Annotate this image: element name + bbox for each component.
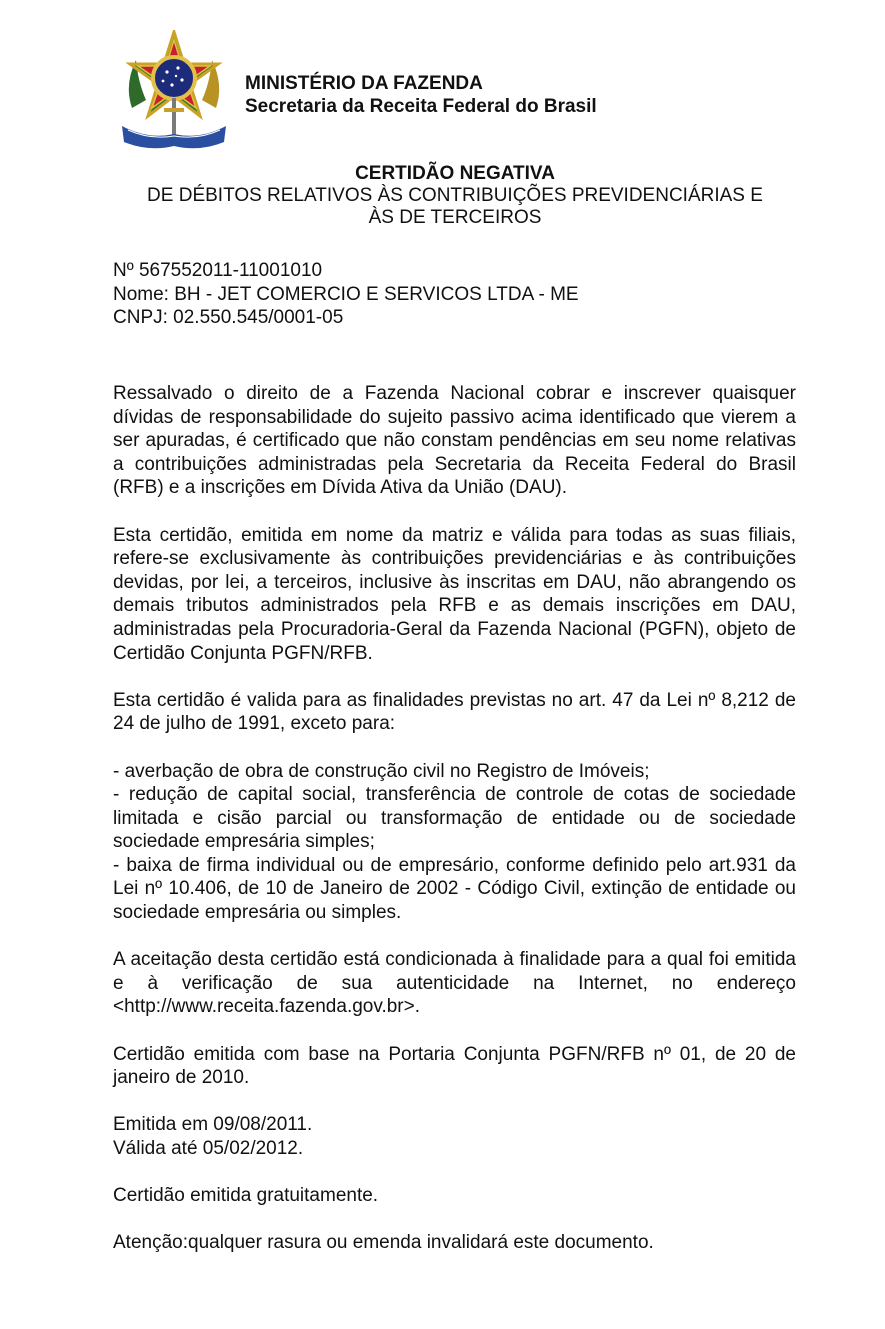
dates-block <box>113 1113 796 1160</box>
secretariat-name: Secretaria da Receita Federal do Brasil <box>245 96 597 117</box>
exception-item: - redução de capital social, transferência de controle de cotas de sociedade limitada e cisão parcial ou transformação de entidade ou de sociedade sociedade empresária simples; <box>113 784 796 853</box>
ministry-name: MINISTÉRIO DA FAZENDA <box>245 73 483 94</box>
certificate-number: Nº 567552011-11001010 <box>113 260 323 281</box>
valid-until-date: Válida até 05/02/2012. <box>113 1138 304 1159</box>
identification-block <box>113 259 579 330</box>
paragraph-1: Ressalvado o direito de a Fazenda Nacional cobrar e inscrever quaisquer dívidas de responsabilidade do sujeito passivo acima identificado que vierem a ser apuradas, é certificado que não constam pendências em seu nome relativas a contribuições administradas pela Secretaria da Receita Federal do Brasil (RFB) e a inscrições em Dívida Ativa da União (DAU). <box>113 383 796 499</box>
warning-note: Atenção:qualquer rasura ou emenda invalidará este documento. <box>113 1232 654 1254</box>
paragraph-5: Certidão emitida com base na Portaria Conjunta PGFN/RFB nº 01, de 20 de janeiro de 2010. <box>113 1043 796 1089</box>
exception-item: - baixa de firma individual ou de empresário, conforme definido pelo art.931 da Lei nº 10.406, de 10 de Janeiro de 2002 - Código Civil, extinção de entidade ou sociedade empresária ou simples. <box>113 854 796 924</box>
brazil-coat-of-arms-icon <box>118 30 230 154</box>
certificate-body <box>113 382 796 1279</box>
paragraph-2: Esta certidão, emitida em nome da matriz e válida para todas as suas filiais, refere-se exclusivamente às contribuições previdenciárias e às contribuições devidas, por lei, a terceiros, inclusive às inscritas em DAU, não abrangendo os demais tributos administrados pela RFB e as demais inscrições em DAU, administradas pela Procuradoria-Geral da Fazenda Nacional (PGFN), objeto de Certidão Conjunta PGFN/RFB. <box>113 524 796 664</box>
document-title <box>100 163 810 229</box>
exceptions-list <box>113 760 796 925</box>
issue-date: Emitida em 09/08/2011. <box>113 1114 313 1136</box>
company-name: Nome: BH - JET COMERCIO E SERVICOS LTDA - ME <box>113 283 579 305</box>
title-subtitle-line1: DE DÉBITOS RELATIVOS ÀS CONTRIBUIÇÕES PREVIDENCIÁRIAS E <box>147 185 763 206</box>
paragraph-4: A aceitação desta certidão está condicionada à finalidade para a qual foi emitida e à verificação de sua autenticidade na Internet, no endereço <http://www.receita.fazenda.gov.br>. <box>113 949 796 1018</box>
paragraph-3: Esta certidão é valida para as finalidades previstas no art. 47 da Lei nº 8,212 de 24 de julho de 1991, exceto para: <box>113 689 796 735</box>
free-issuance-note: Certidão emitida gratuitamente. <box>113 1185 379 1207</box>
title-subtitle-line2: ÀS DE TERCEIROS <box>368 207 542 228</box>
title-main: CERTIDÃO NEGATIVA <box>355 163 555 184</box>
header <box>245 72 597 118</box>
company-cnpj: CNPJ: 02.550.545/0001-05 <box>113 307 344 328</box>
exception-item: - averbação de obra de construção civil no Registro de Imóveis; <box>113 760 650 782</box>
